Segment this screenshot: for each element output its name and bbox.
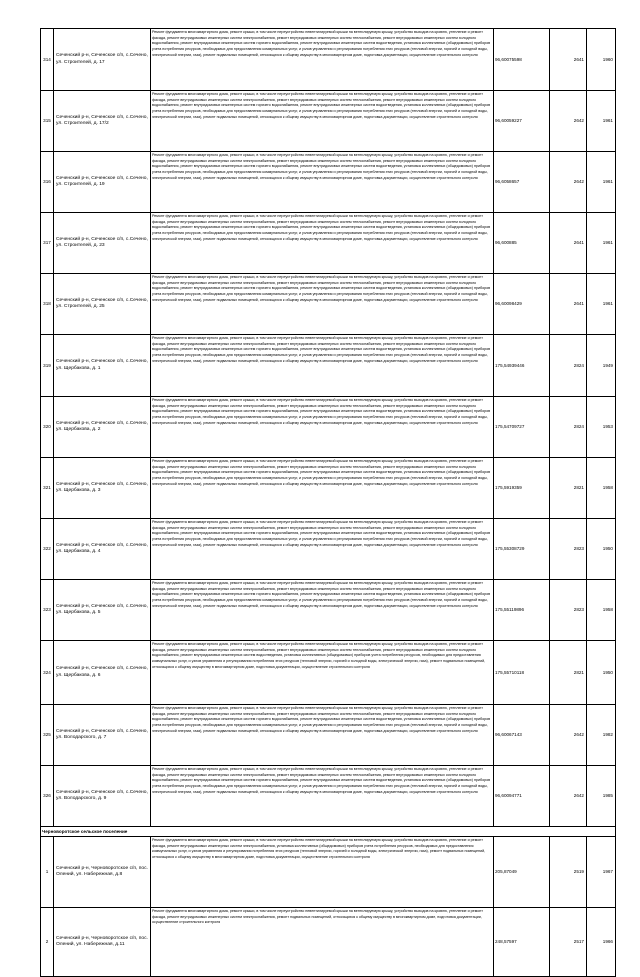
year-cell: 1967 [587, 837, 616, 908]
section-header-row [41, 827, 616, 837]
cost-cell: 175,55710118 [494, 641, 550, 705]
works-description-cell: Ремонт фундамента многоквартирного дома, ремонт крыши, в том числе переустройство невентилируемой крыши на вентилируемую крышу, устройство выходов на кровлю, утепление и ремонт фасада, ремонт внутридомовых инженерных систем электроснабжения, ремонт внутридомовых инженерных систем теплоснабжения, ремонт внутридомовых инженерных систем холодного водоснабжения, ремонт внутридомовых инженерных систем горячего водоснабжения, ремонт внутридомовых инженерных систем водоотведения, установка коллективных (общедомовых) приборов учета потребления ресурсов, необходимых для предоставления коммунальных услуг, и узлов управления и регулирования потребления этих ресурсов (тепловой энергии, горячей и холодной воды, электрической энергии, газа), ремонт подвальных помещений, относящихся к общему имуществу в многоквартирном доме, подготовка документации, осуществление строительного контроля [151, 213, 494, 274]
row-number: 321 [41, 458, 54, 519]
table-row [41, 908, 616, 977]
count-cell: 2642 [550, 766, 587, 827]
cost-cell: 175,55308729 [494, 519, 550, 580]
year-cell: 1961 [587, 91, 616, 152]
address-cell: Сеченский р-н, Черноворотское с/п, пос. Олений, ул. Набережная, д.8 [54, 837, 151, 908]
year-cell: 1961 [587, 152, 616, 213]
year-cell: 1960 [587, 29, 616, 91]
table-row [41, 458, 616, 519]
table-row [41, 580, 616, 641]
address-cell: Сеченский р-н, Черноворотское с/п, пос. Олений, ул. Набережная, д.11 [54, 908, 151, 977]
table-row [41, 519, 616, 580]
row-number: 1 [41, 837, 54, 908]
address-cell: Сеченский р-н, Сеченское с/п, с.Сечено, ул. Щербакова, д. 3 [54, 458, 151, 519]
works-description-cell: Ремонт фундамента многоквартирного дома, ремонт крыши, в том числе переустройство невентилируемой крыши на вентилируемую крышу, устройство выходов на кровлю, утепление и ремонт фасада, ремонт внутридомовых инженерных систем электроснабжения, ремонт внутридомовых инженерных систем теплоснабжения, ремонт внутридомовых инженерных систем холодного водоснабжения, ремонт внутридомовых инженерных систем горячего водоснабжения, ремонт внутридомовых инженерных систем водоотведения, установка коллективных (общедомовых) приборов учета потребления ресурсов, необходимых для предоставления коммунальных услуг, и узлов управления и регулирования потребления этих ресурсов (тепловой энергии, горячей и холодной воды, электрической энергии, газа), ремонт подвальных помещений, относящихся к общему имуществу в многоквартирном доме, подготовка документации, осуществление строительного контроля [151, 335, 494, 397]
count-cell: 2824 [550, 397, 587, 458]
address-cell: Сеченский р-н, Сеченское с/п, с.Сечено, ул. Строителей, д. 25 [54, 274, 151, 335]
address-cell: Сеченский р-н, Сеченское с/п, с.Сечено, ул. Щербакова, д. 5 [54, 580, 151, 641]
table-row [41, 397, 616, 458]
cost-cell: 96,60059227 [494, 91, 550, 152]
year-cell: 1982 [587, 705, 616, 766]
count-cell: 2642 [550, 705, 587, 766]
row-number: 319 [41, 335, 54, 397]
row-number: 316 [41, 152, 54, 213]
address-cell: Сеченский р-н, Сеченское с/п, с.Сечено, ул. Щербакова, д. 4 [54, 519, 151, 580]
cost-cell: 175,54939446 [494, 335, 550, 397]
year-cell: 1950 [587, 641, 616, 705]
works-description-cell: Ремонт фундамента многоквартирного дома, ремонт крыши, в том числе переустройство невентилируемой крыши на вентилируемую крышу, устройство выходов на кровлю, утепление и ремонт фасада, ремонт внутридомовых инженерных систем электроснабжения, ремонт внутридомовых инженерных систем теплоснабжения, ремонт внутридомовых инженерных систем холодного водоснабжения, ремонт внутридомовых инженерных систем горячего водоснабжения, ремонт внутридомовых инженерных систем водоотведения, установка коллективных (общедомовых) приборов учета потребления ресурсов, необходимых для предоставления коммунальных услуг, и узлов управления и регулирования потребления этих ресурсов (тепловой энергии, горячей и холодной воды, электрической энергии, газа), ремонт подвальных помещений, относящихся к общему имуществу в многоквартирном доме, подготовка документации, осуществление строительного контроля [151, 458, 494, 519]
address-cell: Сеченский р-н, Сеченское с/п, с.Сечено, ул. Строителей, д. 17 [54, 29, 151, 91]
count-cell: 2821 [550, 641, 587, 705]
works-description-cell: Ремонт фундамента многоквартирного дома, ремонт крыши, в том числе переустройство невентилируемой крыши на вентилируемую крышу, устройство выходов на кровлю, утепление и ремонт фасада, ремонт внутридомовых инженерных систем электроснабжения, ремонт внутридомовых инженерных систем теплоснабжения, ремонт внутридомовых инженерных систем холодного водоснабжения, ремонт внутридомовых инженерных систем горячего водоснабжения, ремонт внутридомовых инженерных систем водоотведения, установка коллективных (общедомовых) приборов учета потребления ресурсов, необходимых для предоставления коммунальных услуг, и узлов управления и регулирования потребления этих ресурсов (тепловой энергии, горячей и холодной воды, электрической энергии, газа), ремонт подвальных помещений, относящихся к общему имуществу в многоквартирном доме, подготовка документации, осуществление строительного контроля [151, 29, 494, 91]
count-cell: 2641 [550, 213, 587, 274]
address-cell: Сеченский р-н, Сеченское с/п, с.Сечено, ул. Володарского, д. 9 [54, 766, 151, 827]
count-cell: 2821 [550, 458, 587, 519]
address-cell: Сеченский р-н, Сеченское с/п, с.Сечено, ул. Щербакова, д. 6 [54, 641, 151, 705]
register-body [41, 29, 616, 977]
works-description-cell: Ремонт фундамента многоквартирного дома, ремонт крыши, в том числе переустройство невентилируемой крыши на вентилируемую крышу, устройство выходов на кровлю, утепление и ремонт фасада, ремонт внутридомовых инженерных систем электроснабжения, ремонт внутридомовых инженерных систем теплоснабжения, ремонт внутридомовых инженерных систем холодного водоснабжения, ремонт внутридомовых инженерных систем горячего водоснабжения, ремонт внутридомовых инженерных систем водоотведения, установка коллективных (общедомовых) приборов учета потребления ресурсов, необходимых для предоставления коммунальных услуг, и узлов управления и регулирования потребления этих ресурсов (тепловой энергии, горячей и холодной воды, электрической энергии, газа), ремонт подвальных помещений, относящихся к общему имуществу в многоквартирном доме, подготовка документации, осуществление строительного контроля [151, 397, 494, 458]
year-cell: 1953 [587, 397, 616, 458]
table-row [41, 274, 616, 335]
count-cell: 2642 [550, 91, 587, 152]
cost-cell: 96,600885 [494, 213, 550, 274]
cost-cell: 96,60075598 [494, 29, 550, 91]
year-cell: 1985 [587, 766, 616, 827]
housing-repair-register-table [40, 28, 616, 977]
cost-cell: 96,6058657 [494, 152, 550, 213]
works-description-cell: Ремонт фундамента многоквартирного дома, ремонт крыши, в том числе переустройство невентилируемой крыши на вентилируемую крышу, устройство выходов на кровлю, утепление и ремонт фасада, ремонт внутридомовых инженерных систем электроснабжения, ремонт внутридомовых инженерных систем теплоснабжения, ремонт внутридомовых инженерных систем холодного водоснабжения, ремонт внутридомовых инженерных систем горячего водоснабжения, ремонт внутридомовых инженерных систем водоотведения, установка коллективных (общедомовых) приборов учета потребления ресурсов, необходимых для предоставления коммунальных услуг, и узлов управления и регулирования потребления этих ресурсов (тепловой энергии, горячей и холодной воды, электрической энергии, газа), ремонт подвальных помещений, относящихся к общему имуществу в многоквартирном доме, подготовка документации, осуществление строительного контроля [151, 152, 494, 213]
row-number: 326 [41, 766, 54, 827]
row-number: 318 [41, 274, 54, 335]
cost-cell: 248,57597 [494, 908, 550, 977]
row-number: 2 [41, 908, 54, 977]
works-description-cell: Ремонт фундамента многоквартирного дома, ремонт крыши, в том числе переустройство невентилируемой крыши на вентилируемую крышу, устройство выходов на кровлю, утепление и ремонт фасада, ремонт внутридомовых инженерных систем электроснабжения, ремонт внутридомовых инженерных систем теплоснабжения, ремонт внутридомовых инженерных систем холодного водоснабжения, ремонт внутридомовых инженерных систем горячего водоснабжения, ремонт внутридомовых инженерных систем водоотведения, установка коллективных (общедомовых) приборов учета потребления ресурсов, необходимых для предоставления коммунальных услуг, и узлов управления и регулирования потребления этих ресурсов (тепловой энергии, горячей и холодной воды, электрической энергии, газа), ремонт подвальных помещений, относящихся к общему имуществу в многоквартирном доме, подготовка документации, осуществление строительного контроля [151, 519, 494, 580]
table-row [41, 335, 616, 397]
works-description-cell: Ремонт фундамента многоквартирного дома, ремонт крыши, в том числе переустройство невентилируемой крыши на вентилируемую крышу, устройство выходов на кровлю, утепление и ремонт фасада, ремонт внутридомовых инженерных систем электроснабжения, установка коллективных (общедомовых) приборов учета потребления ресурсов, необходимых для предоставления коммунальных услуг, и узлов управления и регулирования потребления этих ресурсов (тепловой энергии, горячей и холодной воды, электрической энергии, газа), ремонт подвальных помещений, относящихся к общему имуществу в многоквартирном доме, подготовка документации, осуществление строительного контроля [151, 837, 494, 908]
year-cell: 1961 [587, 213, 616, 274]
row-number: 317 [41, 213, 54, 274]
year-cell: 1958 [587, 458, 616, 519]
count-cell: 2641 [550, 29, 587, 91]
year-cell: 1958 [587, 580, 616, 641]
count-cell: 2519 [550, 837, 587, 908]
table-row [41, 766, 616, 827]
row-number: 315 [41, 91, 54, 152]
works-description-cell: Ремонт фундамента многоквартирного дома, ремонт крыши, в том числе переустройство невентилируемой крыши на вентилируемую крышу, устройство выходов на кровлю, утепление и ремонт фасада, ремонт внутридомовых инженерных систем электроснабжения, ремонт подвальных помещений, относящихся к общему имуществу в многоквартирном доме, подготовка документации, осуществление строительного контроля [151, 908, 494, 977]
works-description-cell: Ремонт фундамента многоквартирного дома, ремонт крыши, в том числе переустройство невентилируемой крыши на вентилируемую крышу, устройство выходов на кровлю, утепление и ремонт фасада, ремонт внутридомовых инженерных систем электроснабжения, ремонт внутридомовых инженерных систем теплоснабжения, ремонт внутридомовых инженерных систем холодного водоснабжения, ремонт внутридомовых инженерных систем горячего водоснабжения, ремонт внутридомовых инженерных систем водоотведения, установка коллективных (общедомовых) приборов учета потребления ресурсов, необходимых для предоставления коммунальных услуг, и узлов управления и регулирования потребления этих ресурсов (тепловой энергии, горячей и холодной воды, электрической энергии, газа), ремонт подвальных помещений, относящихся к общему имуществу в многоквартирном доме, подготовка документации, осуществление строительного контроля [151, 274, 494, 335]
section-title: Черноворотское сельское поселение [41, 827, 616, 837]
row-number: 320 [41, 397, 54, 458]
cost-cell: 205,87049 [494, 837, 550, 908]
count-cell: 2642 [550, 152, 587, 213]
works-description-cell: Ремонт фундамента многоквартирного дома, ремонт крыши, в том числе переустройство невентилируемой крыши на вентилируемую крышу, устройство выходов на кровлю, утепление и ремонт фасада, ремонт внутридомовых инженерных систем электроснабжения, ремонт внутридомовых инженерных систем теплоснабжения, ремонт внутридомовых инженерных систем холодного водоснабжения, ремонт внутридомовых инженерных систем горячего водоснабжения, ремонт внутридомовых инженерных систем водоотведения, установка коллективных (общедомовых) приборов учета потребления ресурсов, необходимых для предоставления коммунальных услуг, и узлов управления и регулирования потребления этих ресурсов (тепловой энергии, горячей и холодной воды, электрической энергии, газа), ремонт подвальных помещений, относящихся к общему имуществу в многоквартирном доме, подготовка документации, осуществление строительного контроля [151, 91, 494, 152]
table-row [41, 837, 616, 908]
address-cell: Сеченский р-н, Сеченское с/п, с.Сечено, ул. Щербакова, д. 2 [54, 397, 151, 458]
cost-cell: 175,5919359 [494, 458, 550, 519]
row-number: 314 [41, 29, 54, 91]
cost-cell: 175,55119896 [494, 580, 550, 641]
table-row [41, 641, 616, 705]
count-cell: 2823 [550, 519, 587, 580]
works-description-cell: Ремонт фундамента многоквартирного дома, ремонт крыши, в том числе переустройство невентилируемой крыши на вентилируемую крышу, устройство выходов на кровлю, утепление и ремонт фасада, ремонт внутридомовых инженерных систем электроснабжения, ремонт внутридомовых инженерных систем теплоснабжения, ремонт внутридомовых инженерных систем холодного водоснабжения, ремонт внутридомовых инженерных систем горячего водоснабжения, ремонт внутридомовых инженерных систем водоотведения, установка коллективных (общедомовых) приборов учета потребления ресурсов, необходимых для предоставления коммунальных услуг, и узлов управления и регулирования потребления этих ресурсов (тепловой энергии, горячей и холодной воды, электрической энергии, газа), ремонт подвальных помещений, относящихся к общему имуществу в многоквартирном доме, подготовка документации, осуществление строительного контроля [151, 580, 494, 641]
year-cell: 1961 [587, 274, 616, 335]
year-cell: 1966 [587, 908, 616, 977]
table-row [41, 91, 616, 152]
cost-cell: 96,60098429 [494, 274, 550, 335]
table-row [41, 705, 616, 766]
table-row [41, 29, 616, 91]
count-cell: 2641 [550, 274, 587, 335]
count-cell: 2824 [550, 335, 587, 397]
works-description-cell: Ремонт фундамента многоквартирного дома, ремонт крыши, в том числе переустройство невентилируемой крыши на вентилируемую крышу, устройство выходов на кровлю, утепление и ремонт фасада, ремонт внутридомовых инженерных систем электроснабжения, ремонт внутридомовых инженерных систем теплоснабжения, ремонт внутридомовых инженерных систем холодного водоснабжения, ремонт внутридомовых инженерных систем горячего водоснабжения, ремонт внутридомовых инженерных систем водоотведения, установка коллективных (общедомовых) приборов учета потребления ресурсов, необходимых для предоставления коммунальных услуг, и узлов управления и регулирования потребления этих ресурсов (тепловой энергии, горячей и холодной воды, электрической энергии, газа), ремонт подвальных помещений, относящихся к общему имуществу в многоквартирном доме, подготовка документации, осуществление строительного контроля [151, 705, 494, 766]
address-cell: Сеченский р-н, Сеченское с/п, с.Сечено, ул. Строителей, д. 17/2 [54, 91, 151, 152]
row-number: 324 [41, 641, 54, 705]
cost-cell: 175,54709727 [494, 397, 550, 458]
count-cell: 2517 [550, 908, 587, 977]
table-row [41, 213, 616, 274]
address-cell: Сеченский р-н, Сеченское с/п, с.Сечено, ул. Строителей, д. 19 [54, 152, 151, 213]
year-cell: 1949 [587, 335, 616, 397]
row-number: 325 [41, 705, 54, 766]
address-cell: Сеченский р-н, Сеченское с/п, с.Сечено, ул. Строителей, д. 23 [54, 213, 151, 274]
table-row [41, 152, 616, 213]
cost-cell: 96,60094771 [494, 766, 550, 827]
works-description-cell: Ремонт фундамента многоквартирного дома, ремонт крыши, в том числе переустройство невентилируемой крыши на вентилируемую крышу, устройство выходов на кровлю, утепление и ремонт фасада, ремонт внутридомовых инженерных систем электроснабжения, ремонт внутридомовых инженерных систем теплоснабжения, ремонт внутридомовых инженерных систем холодного водоснабжения, ремонт внутридомовых инженерных систем водоотведения, установка коллективных (общедомовых) приборов учета потребления ресурсов, необходимых для предоставления коммунальных услуг, и узлов управления и регулирования потребления этих ресурсов (тепловой энергии, горячей и холодной воды, электрической энергии, газа), ремонт подвальных помещений, относящихся к общему имуществу в многоквартирном доме, подготовка документации, осуществление строительного контроля [151, 641, 494, 705]
works-description-cell: Ремонт фундамента многоквартирного дома, ремонт крыши, в том числе переустройство невентилируемой крыши на вентилируемую крышу, устройство выходов на кровлю, утепление и ремонт фасада, ремонт внутридомовых инженерных систем электроснабжения, ремонт внутридомовых инженерных систем теплоснабжения, ремонт внутридомовых инженерных систем холодного водоснабжения, ремонт внутридомовых инженерных систем горячего водоснабжения, ремонт внутридомовых инженерных систем водоотведения, установка коллективных (общедомовых) приборов учета потребления ресурсов, необходимых для предоставления коммунальных услуг, и узлов управления и регулирования потребления этих ресурсов (тепловой энергии, горячей и холодной воды, электрической энергии, газа), ремонт подвальных помещений, относящихся к общему имуществу в многоквартирном доме, подготовка документации, осуществление строительного контроля [151, 766, 494, 827]
address-cell: Сеченский р-н, Сеченское с/п, с.Сечено, ул. Володарского, д. 7 [54, 705, 151, 766]
row-number: 323 [41, 580, 54, 641]
year-cell: 1950 [587, 519, 616, 580]
cost-cell: 96,60067143 [494, 705, 550, 766]
count-cell: 2823 [550, 580, 587, 641]
row-number: 322 [41, 519, 54, 580]
address-cell: Сеченский р-н, Сеченское с/п, с.Сечено, ул. Щербакова, д. 1 [54, 335, 151, 397]
